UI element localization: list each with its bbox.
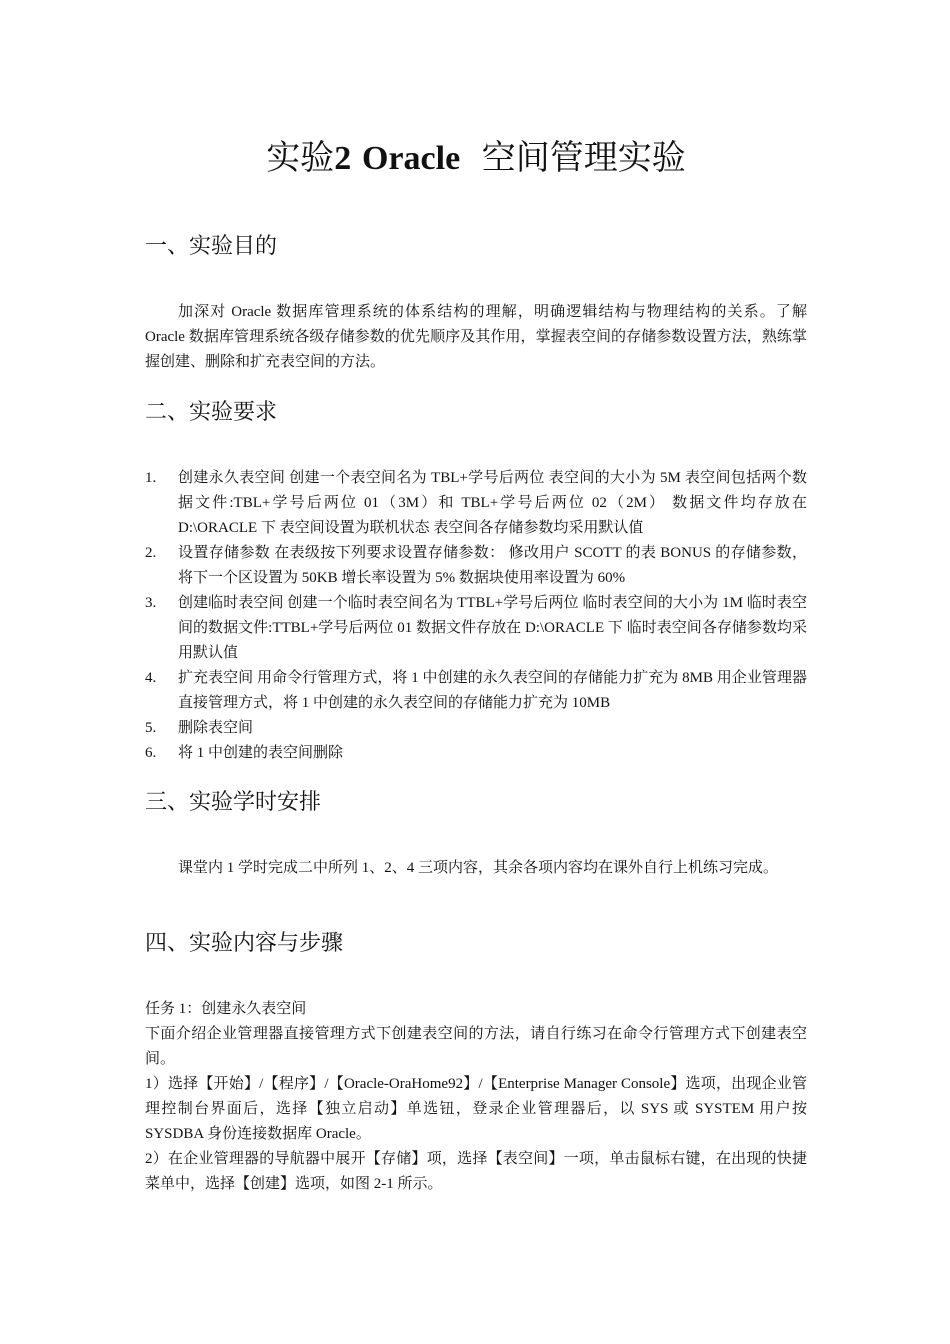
list-item-text: 扩充表空间 用命令行管理方式，将 1 中创建的永久表空间的存储能力扩充为 8MB 用企业管理器直接管理方式，将 1 中创建的永久表空间的存储能力扩充为 10MB (178, 670, 807, 711)
list-item-number: 1. (145, 470, 157, 486)
list-item-text: 创建永久表空间 创建一个表空间名为 TBL+学号后两位 表空间的大小为 5M 表空间包括两个数据文件:TBL+学号后两位 01（3M）和 TBL+学号后两位 02（2M） 数据文件均存放在 D:\ORACLE 下 表空间设置为联机状态 表空间各存储参数均采用默认值 (178, 470, 807, 536)
section-heading-requirements: 二、实验要求 (145, 400, 278, 425)
step-1: 1）选择【开始】/【程序】/【Oracle-OraHome92】/【Enterprise Manager Console】选项，出现企业管理控制台界面后，选择【独立启动】单选钮，登录企业管理器后，以 SYS 或 SYSTEM 用户按 SYSDBA 身份连接数据库 Oracle。 (145, 1076, 807, 1142)
title-product: Oracle (362, 140, 461, 177)
section-heading-schedule: 三、实验学时安排 (145, 790, 322, 815)
list-item (145, 716, 807, 741)
list-item-number: 5. (145, 720, 157, 736)
list-item (145, 466, 807, 541)
step-2: 2）在企业管理器的导航器中展开【存储】项，选择【表空间】一项，单击鼠标右键，在出现的快捷菜单中，选择【创建】选项，如图 2-1 所示。 (145, 1151, 807, 1192)
list-item-number: 2. (145, 545, 157, 561)
list-item (145, 741, 807, 766)
section-heading-purpose: 一、实验目的 (145, 234, 278, 259)
task-title: 任务 1：创建永久表空间 (145, 1001, 307, 1017)
list-item-text: 将 1 中创建的表空间删除 (178, 745, 344, 761)
purpose-paragraph: 加深对 Oracle 数据库管理系统的体系结构的理解，明确逻辑结构与物理结构的关系。了解 Oracle 数据库管理系统各级存储参数的优先顺序及其作用，掌握表空间的存储参数设置方法，熟练掌握创建、删除和扩充表空间的方法。 (145, 304, 807, 370)
list-item (145, 591, 807, 666)
title-number: 2 (334, 140, 352, 177)
document-title (145, 136, 807, 181)
title-prefix: 实验 (266, 138, 335, 178)
list-item-number: 4. (145, 670, 157, 686)
list-item (145, 666, 807, 716)
list-item (145, 541, 807, 591)
schedule-paragraph: 课堂内 1 学时完成二中所列 1、2、4 三项内容，其余各项内容均在课外自行上机练习完成。 (178, 860, 779, 876)
list-item-number: 6. (145, 745, 157, 761)
list-item-number: 3. (145, 595, 157, 611)
content-intro: 下面介绍企业管理器直接管理方式下创建表空间的方法，请自行练习在命令行管理方式下创建表空间。 (145, 1026, 807, 1067)
title-suffix: 空间管理实验 (481, 138, 686, 178)
list-item-text: 创建临时表空间 创建一个临时表空间名为 TTBL+学号后两位 临时表空间的大小为 1M 临时表空间的数据文件:TTBL+学号后两位 01 数据文件存放在 D:\ORACLE 下 临时表空间各存储参数均采用默认值 (178, 595, 807, 661)
section-heading-content: 四、实验内容与步骤 (145, 931, 344, 956)
requirements-list (145, 466, 807, 766)
content-body (145, 997, 807, 1197)
list-item-text: 设置存储参数 在表级按下列要求设置存储参数： 修改用户 SCOTT 的表 BONUS 的存储参数，将下一个区设置为 50KB 增长率设置为 5% 数据块使用率设置为 60% (178, 545, 807, 586)
list-item-text: 删除表空间 (178, 720, 254, 736)
